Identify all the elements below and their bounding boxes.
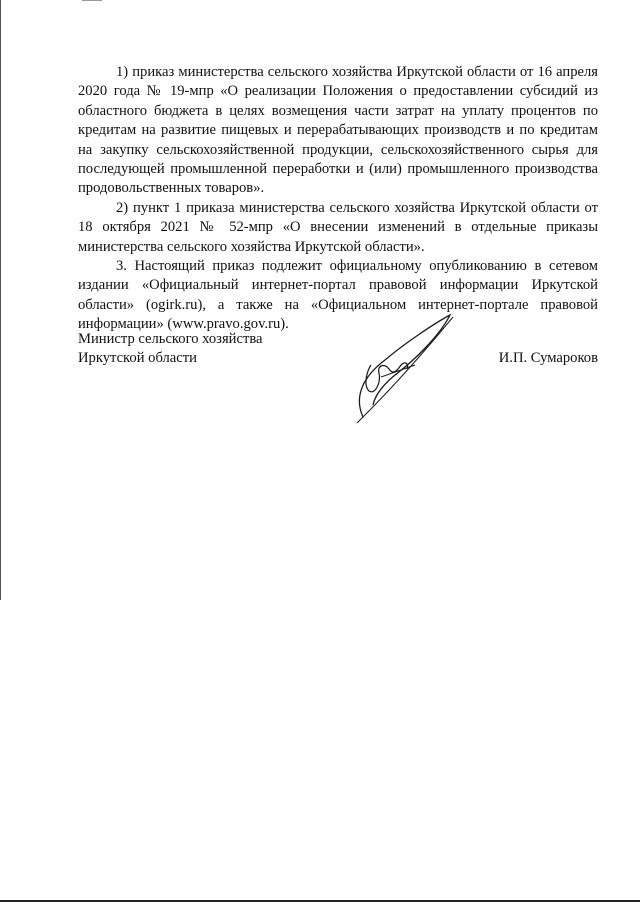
paragraph-item-2: 2) пункт 1 приказа министерства сельского хозяйства Иркутской области от 18 октября 2021 № 52-мпр «О внесении изменений в отдельные приказы министерства сельского хозяйства Иркутской области». — [78, 199, 598, 255]
scan-edge-bottom — [0, 900, 640, 902]
document-body — [78, 63, 598, 335]
signatory-name: И.П. Сумароков — [498, 350, 598, 366]
scan-edge-left — [0, 0, 1, 600]
paragraph-item-1: 1) приказ министерства сельского хозяйства Иркутской области от 16 апреля 2020 года № 19-мпр «О реализации Положения о предоставлении субсидий из областного бюджета в целях возмещения части затрат на уплату процентов по кредитам на развитие пищевых и перерабатывающих производств и по кредитам на закупку сельскохозяйственной продукции, сельскохозяйственного сырья для последующей промышленной переработки и (или) промышленного производства продовольственных товаров». — [78, 64, 598, 197]
signatory-title-line1: Министр сельского хозяйства — [78, 331, 263, 347]
signatory-title-line2: Иркутской области — [78, 350, 197, 367]
signatory-title — [78, 330, 263, 369]
scan-mark-top — [82, 0, 102, 1]
handwritten-signature — [345, 305, 465, 425]
paragraph-item-3: 3. Настоящий приказ подлежит официальному опубликованию в сетевом издании «Официальный интернет-портал правовой информации Иркутской области» (ogirk.ru), а также на «Официальном интернет-портале правовой информации» (www.pravo.gov.ru). — [78, 258, 598, 333]
